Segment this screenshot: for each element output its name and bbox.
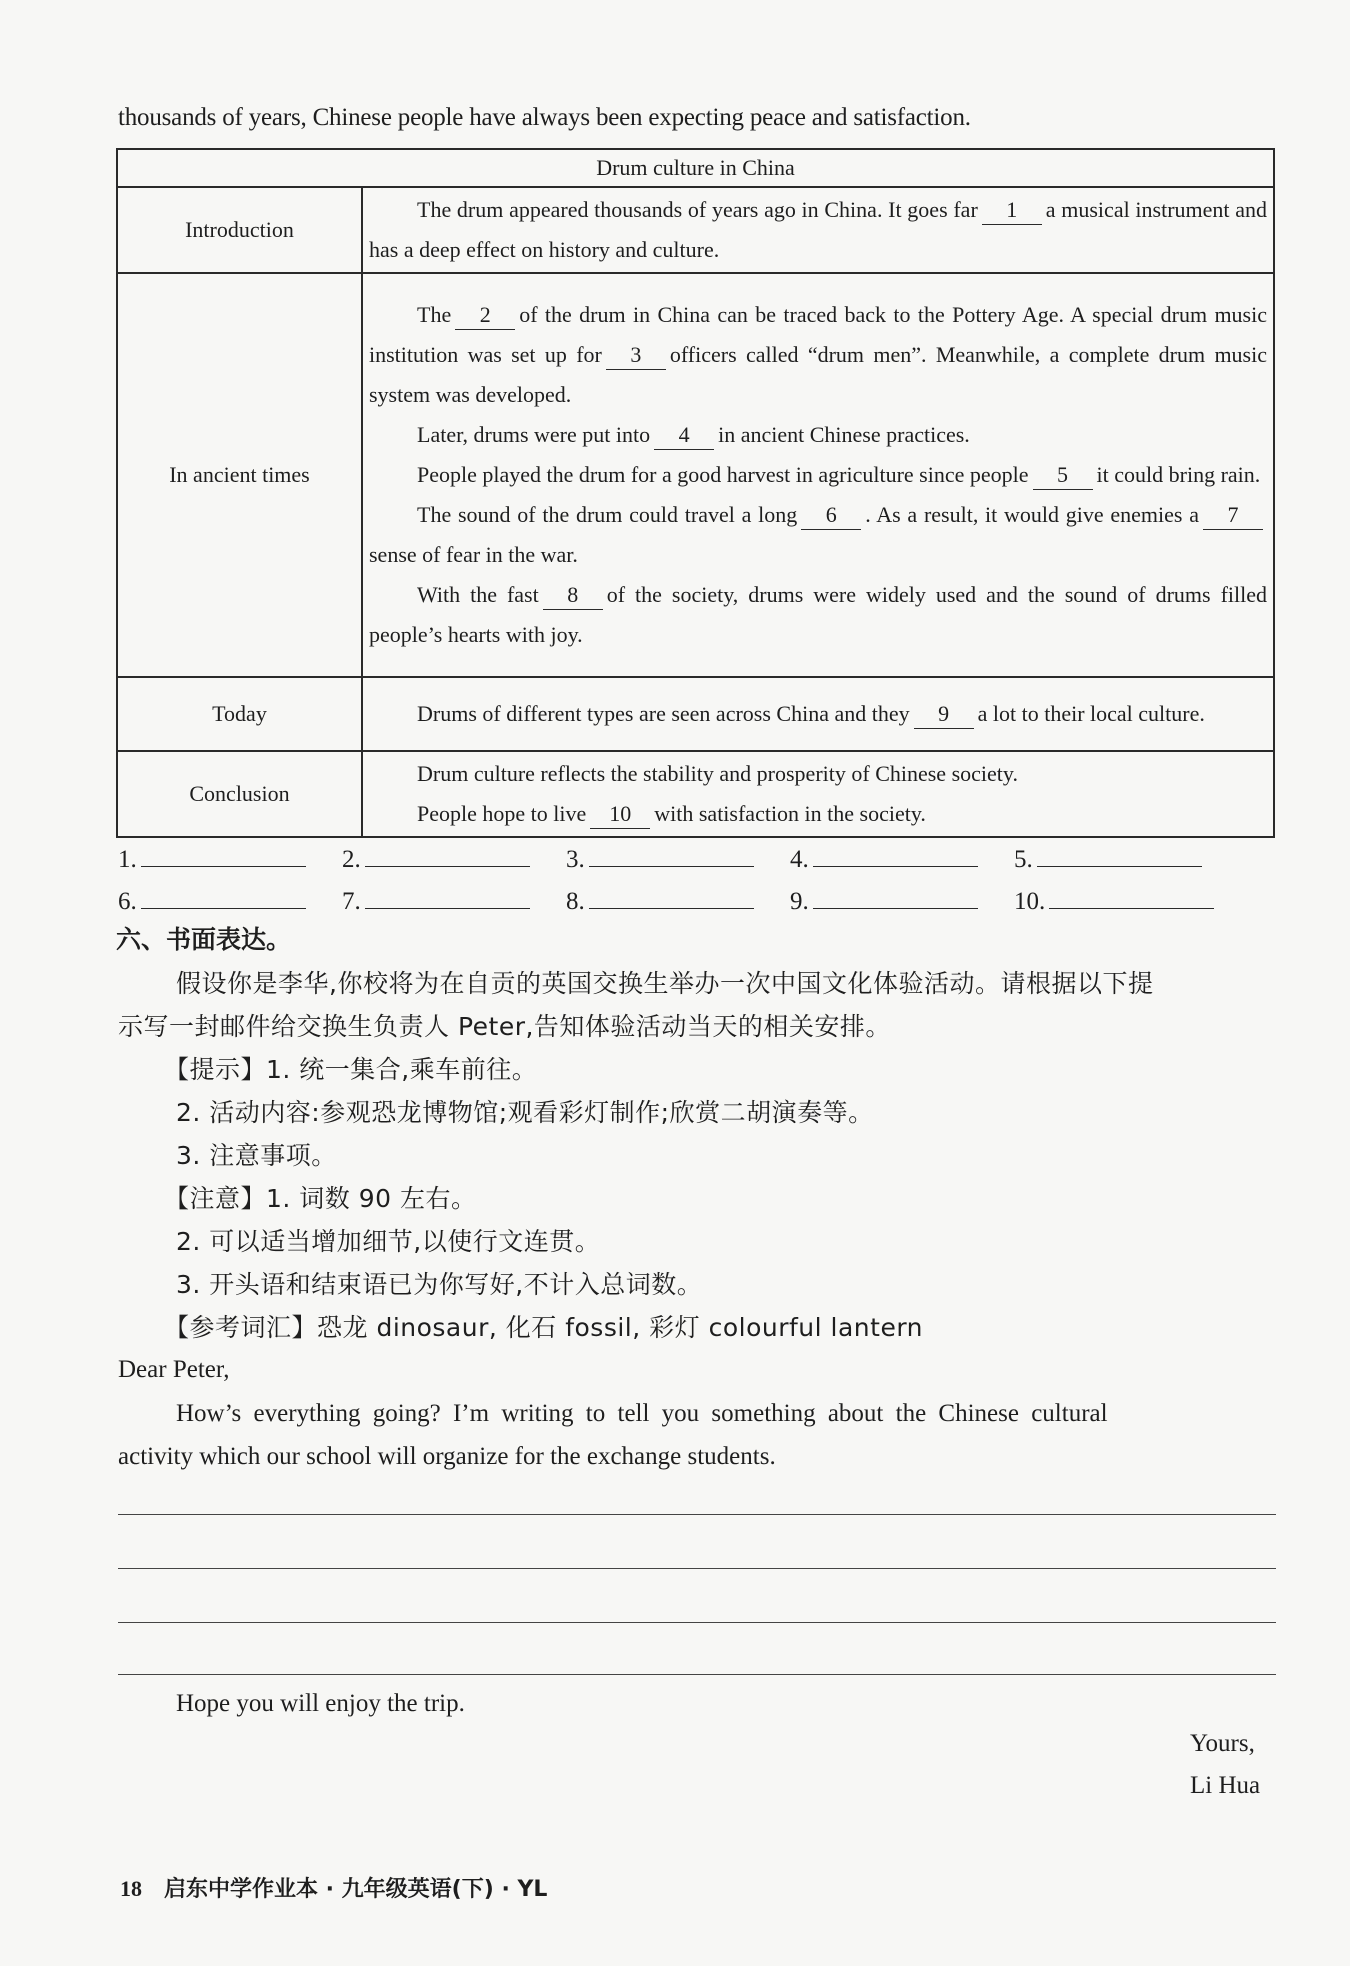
writing-line-3[interactable]	[118, 1622, 1276, 1623]
tip-1: 【提示】1. 统一集合,乘车前往。	[164, 1055, 538, 1084]
blank-3: 3	[606, 341, 666, 370]
answer-line-3[interactable]	[589, 840, 754, 867]
answer-line-10[interactable]	[1049, 882, 1214, 909]
blank-2: 2	[455, 301, 515, 330]
row-label-introduction: Introduction	[117, 187, 362, 273]
writing-line-1[interactable]	[118, 1514, 1276, 1515]
salutation: Dear Peter,	[118, 1356, 230, 1383]
answer-line-8[interactable]	[589, 882, 754, 909]
conclusion-content: Drum culture reflects the stability and prosperity of Chinese society. People hope to live 10 with satisfaction in the society.	[362, 751, 1274, 837]
signature-name: Li Hua	[1190, 1772, 1261, 1799]
tip-2: 2. 活动内容:参观恐龙博物馆;观看彩灯制作;欣赏二胡演奏等。	[176, 1098, 874, 1127]
answer-line-6[interactable]	[141, 882, 306, 909]
answer-line-2[interactable]	[365, 840, 530, 867]
tip-3: 3. 注意事项。	[176, 1141, 337, 1170]
row-label-conclusion: Conclusion	[117, 751, 362, 837]
note-1: 【注意】1. 词数 90 左右。	[164, 1184, 477, 1213]
prompt-line-1: 假设你是李华,你校将为在自贡的英国交换生举办一次中国文化体验活动。请根据以下提	[176, 969, 1154, 998]
row-label-ancient: In ancient times	[117, 273, 362, 677]
prompt-line-2: 示写一封邮件给交换生负责人 Peter,告知体验活动当天的相关安排。	[118, 1012, 891, 1041]
answer-line-1[interactable]	[141, 840, 306, 867]
opening-line-2: activity which our school will organize for the exchange students.	[118, 1443, 776, 1470]
blank-10: 10	[590, 800, 650, 829]
page-footer	[120, 1872, 547, 1903]
book-title: 启东中学作业本 · 九年级英语(下) · YL	[164, 1877, 548, 1902]
note-3: 3. 开头语和结束语已为你写好,不计入总词数。	[176, 1270, 703, 1299]
opening-line-1: How’s everything going? I’m writing to tell you something about the Chinese cultural	[176, 1400, 1108, 1427]
blank-5: 5	[1033, 461, 1093, 490]
table-title: Drum culture in China	[117, 149, 1274, 187]
introduction-content: The drum appeared thousands of years ago in China. It goes far 1 a musical instrument and has a deep effect on history and culture.	[362, 187, 1274, 273]
intro-line: thousands of years, Chinese people have always been expecting peace and satisfaction.	[118, 104, 971, 131]
blank-4: 4	[654, 421, 714, 450]
blank-6: 6	[801, 501, 861, 530]
blank-8: 8	[543, 581, 603, 610]
note-2: 2. 可以适当增加细节,以使行文连贯。	[176, 1227, 601, 1256]
sign-off: Yours,	[1190, 1730, 1255, 1757]
answer-line-4[interactable]	[813, 840, 978, 867]
ancient-content: The 2 of the drum in China can be traced back to the Pottery Age. A special drum music institution was set up for 3 officers called “drum men”. Meanwhile, a complete drum music system was developed. Later, drums were put into 4 in ancient Chinese practices. People played the drum for a good harvest in agriculture since people 5 it could bring rain. The sound of the drum could travel a long 6 . As a result, it would give enemies a 7sense of fear in the war. With the fast 8 of the society, drums were widely used and the sound of drums filled people’s hearts with joy.	[362, 273, 1274, 677]
answer-line-7[interactable]	[365, 882, 530, 909]
vocab-hint: 【参考词汇】恐龙 dinosaur, 化石 fossil, 彩灯 colourful lantern	[164, 1313, 924, 1342]
answer-line-5[interactable]	[1037, 840, 1202, 867]
blank-7: 7	[1203, 501, 1263, 530]
blank-9: 9	[914, 700, 974, 729]
row-label-today: Today	[117, 677, 362, 751]
blank-1: 1	[982, 196, 1042, 225]
answer-line-9[interactable]	[813, 882, 978, 909]
section-title: 六、书面表达。	[116, 925, 292, 954]
writing-line-2[interactable]	[118, 1568, 1276, 1569]
page-number: 18	[120, 1876, 142, 1901]
today-content: Drums of different types are seen across China and they 9 a lot to their local culture.	[362, 677, 1274, 751]
writing-line-4[interactable]	[118, 1674, 1276, 1675]
worksheet-page: thousands of years, Chinese people have always been expecting peace and satisfaction. Drum culture in China Introduction The drum appeared thousands of years ago in China. It goes far 1 a musical instrument and has a deep effect on history and culture. In ancient times The 2 of the drum in China can be traced back to the Pottery Age. A special drum music institution was set up for 3 officers called “drum men”. Meanwhile, a complete drum music system was developed. Later, drums were put into 4 in ancient Chinese practices. People played the drum for a good harvest in agriculture since people 5 it could bring rain. The sound of the drum could travel a long 6 . As a result, it would give enemies a 7sense of fear in the war. With the fast 8 of the society, drums were widely used and the sound of drums filled people’s hearts with joy. Today Drums of different types are seen across China and they 9 a lot to their local culture. Conclusion Drum culture reflects the stability and prosperity of Chinese society. People hope to live 10 with satisfaction in the society. 1. 2. 3. 4. 5. 6. 7. 8. 9. 10. 六、书面表达。 假设你是李华,你校将为在自贡的英国交换生举办一次中国文化体验活动。请根据以下提 示写一封邮件给交换生负责人 Peter,告知体验活动当天的相关安排。 【提示】1. 统一集合,乘车前往。 2. 活动内容:参观恐龙博物馆;观看彩灯制作;欣赏二胡演奏等。 3. 注意事项。 【注意】1. 词数 90 左右。 2. 可以适当增加细节,以使行文连贯。 3. 开头语和结束语已为你写好,不计入总词数。 【参考词汇】恐龙 dinosaur, 化石 fossil, 彩灯 colourful lantern Dear Peter, How’s everything going? I’m writing to tell you something about the Chinese cultural activity which our school will organize for the exchange students. Hope you will enjoy the trip. Yours, Li Hua 18 启东中学作业本 · 九年级英语(下) · YL	[0, 0, 1350, 1966]
drum-culture-table	[116, 148, 1275, 838]
closing-line: Hope you will enjoy the trip.	[176, 1690, 465, 1717]
